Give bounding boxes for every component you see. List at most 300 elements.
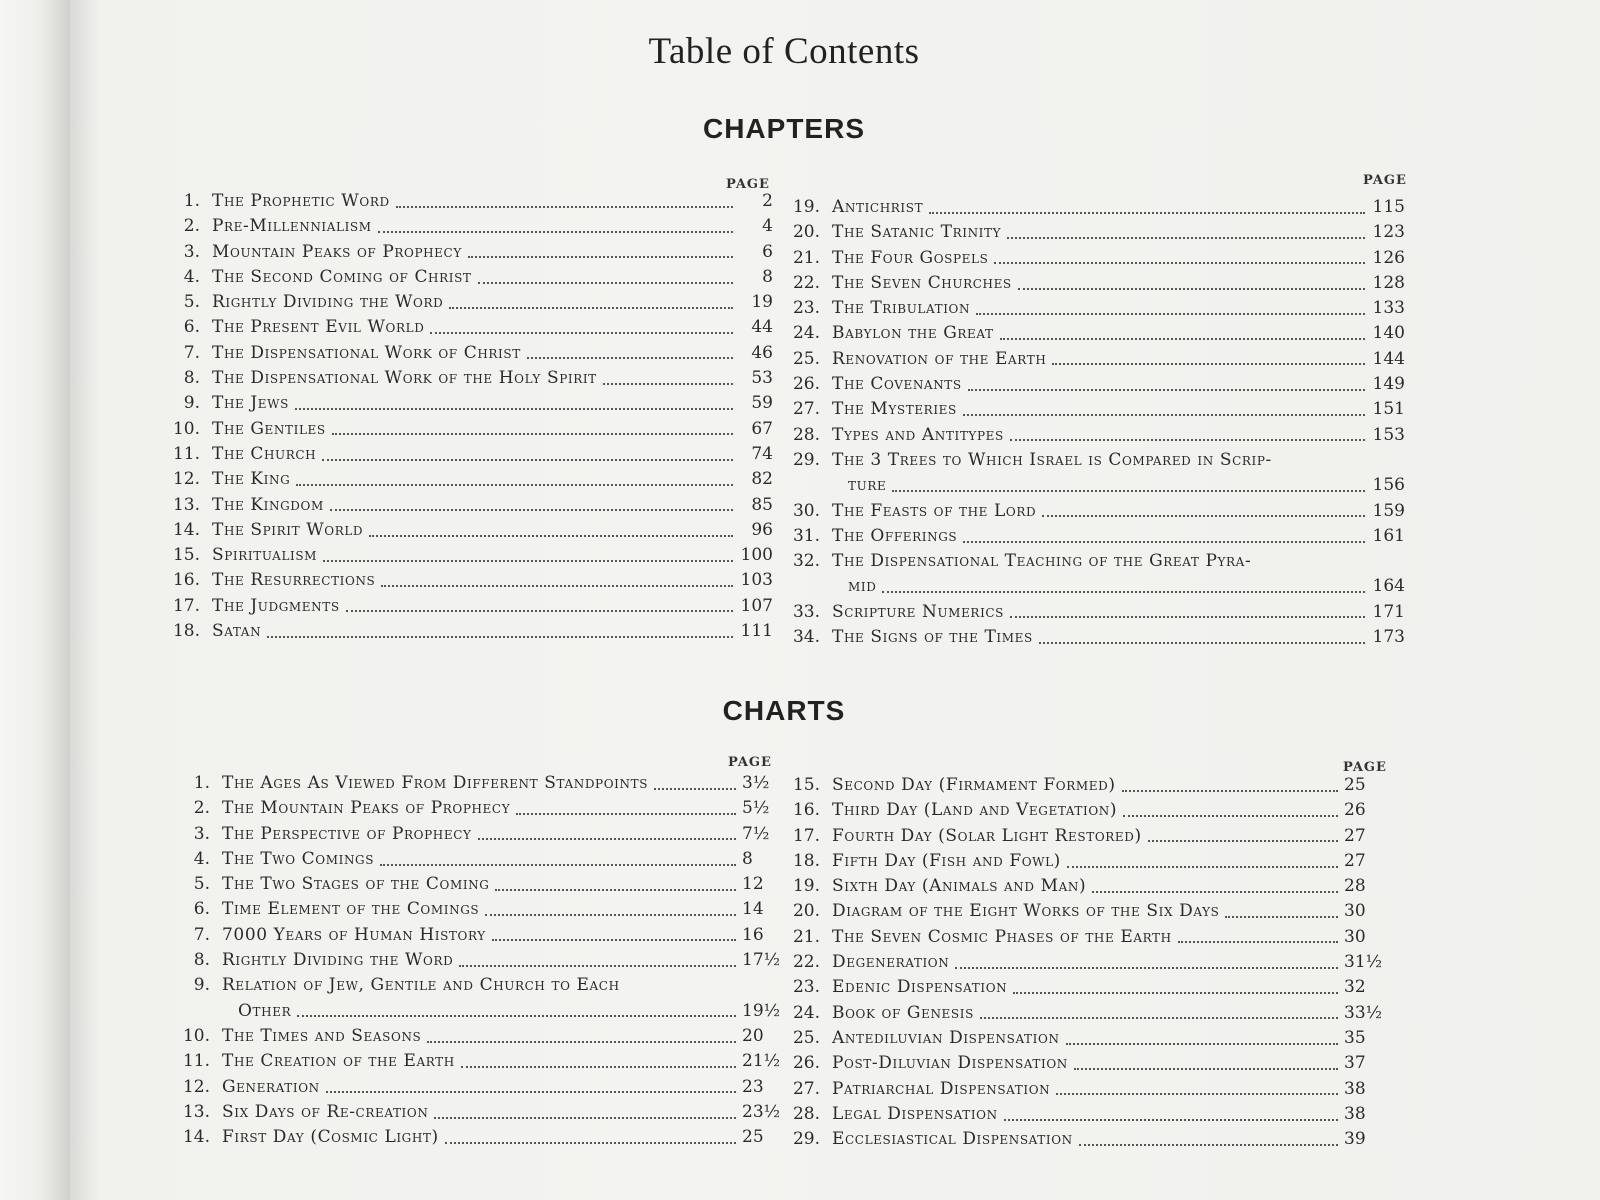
page-title: Table of Contents <box>648 31 920 72</box>
dot-leader <box>892 490 1365 492</box>
entry-number: 21. <box>792 247 820 268</box>
entry-number: 10. <box>172 418 200 439</box>
entry-title: Time Element of the Comings <box>222 899 480 920</box>
entry-number: 23. <box>792 977 820 998</box>
dot-leader <box>326 1091 736 1093</box>
entry-number: 9. <box>193 975 210 996</box>
toc-entry <box>160 265 773 290</box>
entry-title: The Judgments <box>212 595 340 616</box>
toc-entry <box>170 822 790 847</box>
chapters-page-label-right: PAGE <box>1363 173 1407 188</box>
entry-title: Second Day (Firmament Formed) <box>832 775 1116 795</box>
dot-leader <box>1074 1068 1338 1070</box>
toc-entry <box>160 214 773 239</box>
dot-leader <box>516 813 736 815</box>
entry-title: The Mysteries <box>832 399 957 420</box>
toc-entry <box>170 923 790 948</box>
entry-page: 19½ <box>742 1000 781 1021</box>
entry-number: 6. <box>193 899 210 920</box>
dot-leader <box>346 610 733 612</box>
entry-page: 140 <box>1372 323 1405 344</box>
toc-entry <box>780 950 1392 975</box>
entry-title: The Resurrections <box>212 570 376 591</box>
dot-leader <box>955 967 1338 969</box>
toc-entry <box>780 321 1405 346</box>
dot-leader <box>322 459 733 461</box>
dot-leader <box>654 788 736 790</box>
entry-page: 144 <box>1372 348 1405 369</box>
entry-page: 103 <box>740 570 773 591</box>
toc-entry <box>780 1026 1392 1051</box>
entry-number: 30. <box>792 500 820 521</box>
toc-entry <box>160 240 773 265</box>
entry-number: 20. <box>792 901 820 922</box>
entry-number: 24. <box>792 1002 820 1023</box>
toc-entry <box>160 594 773 619</box>
charts-page-label-right: PAGE <box>1343 760 1387 775</box>
entry-page: 5½ <box>742 798 770 819</box>
entry-title: The Dispensational Teaching of the Great Pyra- <box>832 551 1252 572</box>
dot-leader <box>1066 1043 1338 1045</box>
dot-leader <box>434 1117 736 1119</box>
toc-entry <box>780 798 1392 823</box>
toc-entry <box>160 493 773 518</box>
entry-page: 33½ <box>1344 1002 1383 1023</box>
entry-title: The Present Evil World <box>212 317 425 338</box>
entry-number: 5. <box>193 874 210 895</box>
dot-leader <box>1007 237 1365 239</box>
toc-entry <box>780 296 1405 321</box>
entry-number: 21. <box>792 926 820 947</box>
entry-number: 6. <box>183 317 200 338</box>
dot-leader <box>449 307 733 309</box>
entry-number: 9. <box>183 393 200 414</box>
toc-entry <box>170 847 790 872</box>
toc-entry <box>160 442 773 467</box>
dot-leader <box>461 1066 736 1068</box>
toc-entry <box>170 771 790 796</box>
entry-page: 16 <box>742 924 764 945</box>
entry-page: 156 <box>1372 475 1405 496</box>
entry-title: The Seven Churches <box>832 272 1012 293</box>
entry-title: Antediluvian Dispensation <box>832 1027 1060 1048</box>
entry-number: 29. <box>792 449 820 470</box>
entry-page: 111 <box>740 621 773 642</box>
entry-page: 30 <box>1344 901 1366 922</box>
toc-entry <box>780 372 1405 397</box>
toc-entry <box>160 619 773 644</box>
dot-leader <box>929 212 1365 214</box>
entry-number: 25. <box>792 348 820 369</box>
entry-title: Babylon the Great <box>832 323 994 344</box>
toc-entry <box>780 874 1392 899</box>
toc-entry <box>780 574 1405 599</box>
entry-title: Ecclesiastical Dispensation <box>832 1129 1073 1150</box>
toc-entry <box>170 1024 790 1049</box>
entry-number: 19. <box>792 197 820 217</box>
toc-entry <box>780 975 1392 1000</box>
entry-page: 159 <box>1372 500 1405 521</box>
entry-number: 19. <box>792 876 820 897</box>
dot-leader <box>1178 941 1338 943</box>
toc-entry <box>780 271 1405 296</box>
toc-entry <box>160 417 773 442</box>
entry-title: The Creation of the Earth <box>222 1051 455 1072</box>
charts-heading: CHARTS <box>722 695 846 726</box>
toc-entry <box>170 999 790 1024</box>
dot-leader <box>968 389 1365 391</box>
entry-title: Diagram of the Eight Works of the Six Days <box>832 901 1220 922</box>
entry-title: Generation <box>222 1076 320 1097</box>
dot-leader <box>381 585 733 587</box>
entry-number: 11. <box>172 443 200 464</box>
entry-page: 30 <box>1344 926 1366 947</box>
dot-leader <box>323 560 733 562</box>
toc-entry <box>780 220 1405 245</box>
dot-leader <box>296 484 733 486</box>
dot-leader <box>1013 992 1338 994</box>
entry-title: Other <box>238 1000 292 1021</box>
entry-title: Degeneration <box>832 952 950 973</box>
entry-page: 14 <box>742 899 764 920</box>
toc-entry <box>160 518 773 543</box>
toc-entry <box>780 925 1392 950</box>
dot-leader <box>994 262 1365 264</box>
entry-title: Third Day (Land and Vegetation) <box>832 800 1118 821</box>
charts-page-label-left: PAGE <box>728 755 772 770</box>
entry-number: 4. <box>183 266 200 287</box>
entry-number: 3. <box>183 241 200 262</box>
chapters-heading: CHAPTERS <box>702 113 865 144</box>
toc-entry <box>160 467 773 492</box>
entry-number: 12. <box>182 1076 210 1097</box>
entry-page: 44 <box>751 317 773 338</box>
entry-number: 31. <box>792 525 820 546</box>
entry-title: Six Days of Re-creation <box>222 1101 429 1122</box>
entry-page: 82 <box>751 469 773 490</box>
entry-number: 7. <box>183 342 200 363</box>
entry-title: Pre-Millennialism <box>212 216 372 237</box>
dot-leader <box>1079 1144 1338 1146</box>
dot-leader <box>1000 338 1365 340</box>
entry-page: 161 <box>1372 525 1405 546</box>
entry-title: Types and Antitypes <box>832 424 1004 445</box>
entry-page: 100 <box>740 545 773 566</box>
dot-leader <box>1052 363 1365 365</box>
entry-number: 24. <box>792 323 820 344</box>
entry-number: 7. <box>193 924 210 945</box>
entry-page: 2 <box>762 191 773 211</box>
dot-leader <box>527 357 733 359</box>
dot-leader <box>445 1142 736 1144</box>
entry-number: 23. <box>792 298 820 319</box>
toc-entry <box>780 397 1405 422</box>
entry-title: Spiritualism <box>212 545 318 566</box>
dot-leader <box>1122 790 1338 792</box>
entry-page: 20 <box>742 1025 764 1046</box>
dot-leader <box>330 509 733 511</box>
dot-leader <box>295 408 733 410</box>
dot-leader <box>1004 1119 1338 1121</box>
toc-entry <box>780 195 1405 220</box>
entry-page: 25 <box>742 1127 764 1148</box>
toc-entry <box>170 1075 790 1100</box>
entry-page: 171 <box>1372 601 1405 622</box>
entry-page: 133 <box>1372 298 1405 319</box>
entry-page: 115 <box>1372 197 1405 217</box>
entry-page: 8 <box>742 848 753 869</box>
entry-number: 4. <box>193 848 210 869</box>
entry-page: 23 <box>742 1076 764 1097</box>
entry-page: 21½ <box>742 1051 781 1072</box>
dot-leader <box>468 256 733 258</box>
entry-title: Satan <box>212 621 262 642</box>
book-gutter <box>0 0 70 1200</box>
entry-title: The 3 Trees to Which Israel is Compared in Scrip- <box>832 449 1272 470</box>
entry-title: Edenic Dispensation <box>832 977 1008 998</box>
entry-page: 46 <box>751 342 773 363</box>
dot-leader <box>478 838 737 840</box>
toc-entry <box>160 391 773 416</box>
toc-entry <box>780 524 1405 549</box>
entry-number: 18. <box>792 850 820 871</box>
dot-leader <box>427 1041 736 1043</box>
entry-page: 53 <box>751 368 773 389</box>
entry-title: Book of Genesis <box>832 1002 974 1023</box>
entry-title: The Two Comings <box>222 848 375 869</box>
toc-entry <box>170 796 790 821</box>
entry-number: 32. <box>792 551 820 572</box>
entry-title: The Satanic Trinity <box>832 222 1002 243</box>
entry-title: Relation of Jew, Gentile and Church to Each <box>222 975 620 996</box>
toc-entry <box>160 543 773 568</box>
entry-page: 27 <box>1344 850 1366 871</box>
entry-title: The Feasts of the Lord <box>832 500 1037 521</box>
dot-leader <box>1010 616 1365 618</box>
entry-number: 22. <box>792 272 820 293</box>
entry-title: The Prophetic Word <box>212 191 390 211</box>
dot-leader <box>1148 840 1338 842</box>
entry-page: 151 <box>1372 399 1405 420</box>
entry-title: Fourth Day (Solar Light Restored) <box>832 825 1142 846</box>
chapters-page-label-left: PAGE <box>726 177 770 192</box>
entry-number: 11. <box>182 1051 210 1072</box>
entry-page: 23½ <box>742 1101 781 1122</box>
entry-page: 38 <box>1344 1078 1366 1099</box>
entry-page: 35 <box>1344 1027 1366 1048</box>
charts-list-left <box>170 771 790 1150</box>
entry-page: 164 <box>1372 576 1405 597</box>
entry-page: 25 <box>1344 775 1366 795</box>
entry-title: The Gentiles <box>212 418 326 439</box>
toc-entry <box>780 347 1405 372</box>
entry-page: 12 <box>742 874 764 895</box>
entry-title: First Day (Cosmic Light) <box>222 1127 439 1148</box>
entry-page: 126 <box>1372 247 1405 268</box>
toc-entry <box>160 315 773 340</box>
toc-entry <box>780 499 1405 524</box>
entry-number: 22. <box>792 952 820 973</box>
entry-page: 27 <box>1344 825 1366 846</box>
dot-leader <box>492 939 736 941</box>
entry-title: The Kingdom <box>212 494 324 515</box>
entry-number: 33. <box>792 601 820 622</box>
dot-leader <box>963 414 1365 416</box>
entry-title: Rightly Dividing the Word <box>212 292 444 313</box>
entry-title: The Two Stages of the Coming <box>222 874 490 895</box>
dot-leader <box>1092 891 1338 893</box>
entry-page: 123 <box>1372 222 1405 243</box>
charts-list-right <box>780 773 1392 1152</box>
toc-entry <box>780 246 1405 271</box>
chapters-list-left <box>160 189 773 644</box>
entry-page: 8 <box>762 266 773 287</box>
entry-number: 17. <box>172 595 200 616</box>
entry-title: The Church <box>212 443 317 464</box>
toc-entry <box>780 1051 1392 1076</box>
entry-page: 85 <box>751 494 773 515</box>
entry-title: The Jews <box>212 393 289 414</box>
dot-leader <box>976 313 1365 315</box>
entry-number: 1. <box>193 773 210 793</box>
entry-number: 26. <box>792 1053 820 1074</box>
entry-number: 16. <box>792 800 820 821</box>
dot-leader <box>297 1015 736 1017</box>
dot-leader <box>380 864 736 866</box>
dot-leader <box>1056 1093 1338 1095</box>
entry-page: 37 <box>1344 1053 1366 1074</box>
entry-title: Antichrist <box>832 197 924 217</box>
entry-number: 13. <box>182 1101 210 1122</box>
entry-page: 74 <box>751 443 773 464</box>
toc-entry <box>780 549 1405 574</box>
dot-leader <box>485 914 736 916</box>
entry-title: Post-Diluvian Dispensation <box>832 1053 1068 1074</box>
entry-number: 14. <box>182 1127 210 1148</box>
entry-page: 153 <box>1372 424 1405 445</box>
entry-number: 8. <box>183 368 200 389</box>
entry-page: 3½ <box>742 773 770 793</box>
entry-number: 27. <box>792 1078 820 1099</box>
entry-number: 1. <box>183 191 200 211</box>
toc-entry <box>160 366 773 391</box>
dot-leader <box>430 332 733 334</box>
toc-entry <box>780 600 1405 625</box>
entry-title: The Ages As Viewed From Different Standpoints <box>222 773 649 793</box>
entry-title: The Dispensational Work of Christ <box>212 342 521 363</box>
toc-entry <box>160 568 773 593</box>
dot-leader <box>1067 866 1338 868</box>
dot-leader <box>882 591 1365 593</box>
dot-leader <box>1039 642 1365 644</box>
toc-entry <box>780 849 1392 874</box>
dot-leader <box>495 889 736 891</box>
entry-number: 26. <box>792 374 820 395</box>
entry-page: 32 <box>1344 977 1366 998</box>
entry-page: 19 <box>751 292 773 313</box>
entry-number: 27. <box>792 399 820 420</box>
dot-leader <box>369 535 733 537</box>
entry-number: 2. <box>183 216 200 237</box>
entry-title: Fifth Day (Fish and Fowl) <box>832 850 1061 871</box>
toc-entry <box>160 341 773 366</box>
toc-entry <box>780 824 1392 849</box>
toc-entry <box>160 189 773 214</box>
entry-number: 5. <box>183 292 200 313</box>
entry-number: 34. <box>792 627 820 648</box>
entry-number: 13. <box>172 494 200 515</box>
toc-entry <box>780 773 1392 798</box>
entry-number: 15. <box>172 545 200 566</box>
entry-title: Patriarchal Dispensation <box>832 1078 1051 1099</box>
entry-title: The Four Gospels <box>832 247 989 268</box>
entry-page: 149 <box>1372 374 1405 395</box>
toc-entry <box>780 899 1392 924</box>
entry-number: 12. <box>172 469 200 490</box>
entry-page: 96 <box>751 519 773 540</box>
entry-number: 10. <box>182 1025 210 1046</box>
dot-leader <box>1018 288 1365 290</box>
toc-entry <box>170 973 790 998</box>
entry-title: The Mountain Peaks of Prophecy <box>222 798 511 819</box>
entry-title: The Dispensational Work of the Holy Spirit <box>212 368 597 389</box>
toc-entry <box>170 872 790 897</box>
entry-title: The King <box>212 469 291 490</box>
dot-leader <box>1225 916 1338 918</box>
entry-title: Mountain Peaks of Prophecy <box>212 241 462 262</box>
entry-number: 15. <box>792 775 820 795</box>
dot-leader <box>459 965 736 967</box>
entry-number: 14. <box>172 519 200 540</box>
entry-title: The Offerings <box>832 525 958 546</box>
toc-entry <box>170 1049 790 1074</box>
toc-entry <box>780 1127 1392 1152</box>
entry-page: 28 <box>1344 876 1366 897</box>
toc-entry <box>780 448 1405 473</box>
entry-page: 59 <box>751 393 773 414</box>
entry-number: 2. <box>193 798 210 819</box>
toc-entry <box>780 1001 1392 1026</box>
toc-entry <box>160 290 773 315</box>
toc-entry <box>170 897 790 922</box>
entry-title: The Times and Seasons <box>222 1025 422 1046</box>
entry-number: 29. <box>792 1129 820 1150</box>
toc-entry <box>170 1100 790 1125</box>
entry-title: The Tribulation <box>832 298 971 319</box>
entry-page: 128 <box>1372 272 1405 293</box>
entry-page: 6 <box>762 241 773 262</box>
entry-title: The Second Coming of Christ <box>212 266 472 287</box>
entry-title: mid <box>848 576 877 597</box>
entry-title: The Perspective of Prophecy <box>222 823 472 844</box>
dot-leader <box>1123 815 1338 817</box>
entry-title: 7000 Years of Human History <box>222 924 486 945</box>
entry-title: The Spirit World <box>212 519 364 540</box>
toc-entry <box>170 1125 790 1150</box>
dot-leader <box>980 1017 1338 1019</box>
entry-page: 26 <box>1344 800 1366 821</box>
entry-page: 173 <box>1372 627 1405 648</box>
dot-leader <box>963 541 1365 543</box>
toc-entry <box>780 473 1405 498</box>
entry-number: 25. <box>792 1027 820 1048</box>
entry-title: Sixth Day (Animals and Man) <box>832 876 1087 897</box>
entry-page: 38 <box>1344 1103 1366 1124</box>
entry-title: The Covenants <box>832 374 962 395</box>
entry-number: 8. <box>193 950 210 971</box>
entry-number: 28. <box>792 424 820 445</box>
entry-page: 107 <box>740 595 773 616</box>
